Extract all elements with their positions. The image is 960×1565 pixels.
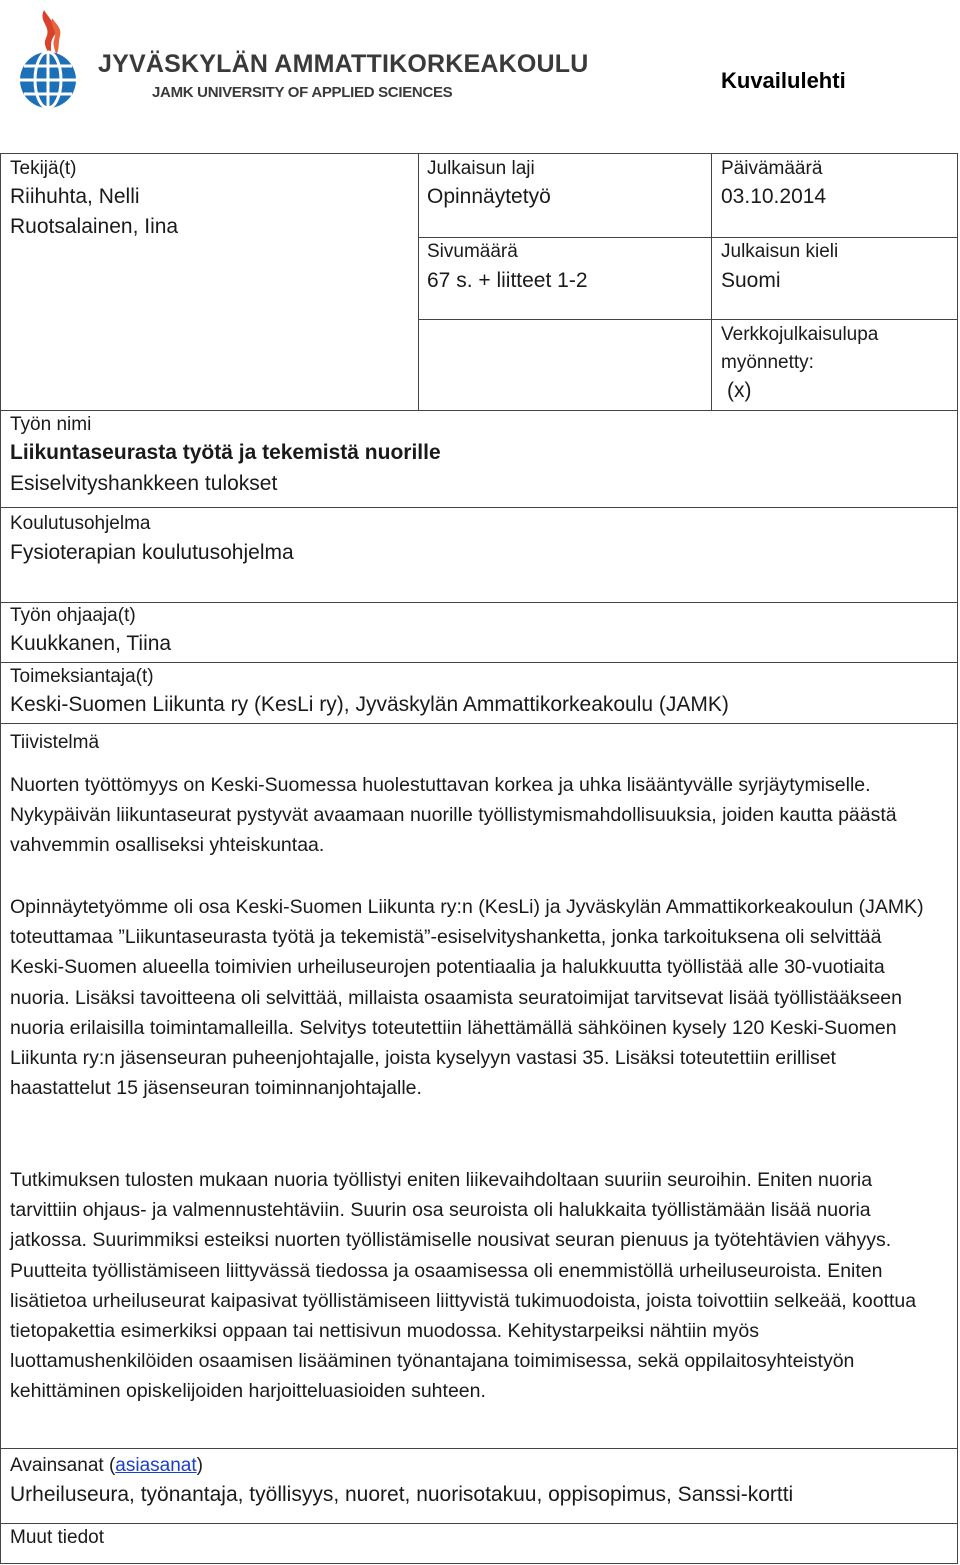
author-name-2: Ruotsalainen, Iina [10,215,179,238]
online-permit-label-2: myönnetty: [721,352,814,373]
keywords-label-suffix: ) [196,1455,203,1476]
online-permit-value: (x) [727,379,752,402]
supervisor-label: Työn ohjaaja(t) [10,605,136,626]
author-name-1: Riihuhta, Nelli [10,185,140,208]
keywords-value: Urheiluseura, työnantaja, työllisyys, nuoret, nuorisotakuu, oppisopimus, Sanssi-kortti [10,1483,794,1506]
keywords-link[interactable]: asiasanat [115,1455,197,1476]
language-value: Suomi [721,269,781,292]
program-label: Koulutusohjelma [10,513,151,534]
author-label: Tekijä(t) [10,158,77,179]
work-title: Liikuntaseurasta työtä ja tekemistä nuorille [10,441,441,464]
logo-name-fi: JYVÄSKYLÄN AMMATTIKORKEAKOULU [98,50,589,78]
commissioner-label: Toimeksiantaja(t) [10,666,154,687]
abstract-paragraph-1: Nuorten työttömyys on Keski-Suomessa huolestuttavan korkea ja uhka lisääntyvälle syrjäytymiselle. Nykypäivän liikuntaseurat pystyvät avaamaan nuorille työllistymismahdollisuuksia, joiden kautta päästä vahvemmin osalliseksi yhteiskuntaa. [10,774,897,857]
date-value: 03.10.2014 [721,185,827,208]
document-title: Kuvailulehti [721,68,846,93]
keywords-label-prefix: Avainsanat ( [10,1455,116,1476]
keywords-label [10,1455,203,1477]
publication-type-label: Julkaisun laji [427,158,535,179]
work-subtitle: Esiselvityshankkeen tulokset [10,472,278,495]
supervisor-value: Kuukkanen, Tiina [10,632,172,655]
program-value: Fysioterapian koulutusohjelma [10,541,294,564]
date-label: Päivämäärä [721,158,823,179]
language-label: Julkaisun kieli [721,241,839,262]
publication-type-value: Opinnäytetyö [427,185,551,208]
pages-label: Sivumäärä [427,241,518,262]
jamk-emblem-icon [8,8,88,112]
abstract-paragraph-2: Opinnäytetyömme oli osa Keski-Suomen Liikunta ry:n (KesLi) ja Jyväskylän Ammattikorkeakoulun (JAMK) toteuttamaa ”Liikuntaseurasta työtä ja tekemistä”-esiselvityshanketta, jonka tarkoituksena oli selvittää Keski-Suomen alueella toimivien urheiluseurojen potentiaalia ja halukkuutta työllistää alle 30-vuotiaita nuoria. Lisäksi tavoitteena oli selvittää, millaista osaamista seuratoimijat tarvitsevat lisää työllistääkseen nuoria erilaisilla toimintamalleilla. Selvitys toteutettiin lähettämällä sähköinen kysely 120 Keski-Suomen Liikunta ry:n jäsenseuran puheenjohtajalle, joista kyselyyn vastasi 35. Lisäksi toteutettiin erilliset haastattelut 15 jäsenseuran toiminnanjohtajalle. [10,896,924,1100]
online-permit-label-1: Verkkojulkaisulupa [721,324,879,345]
other-info-label: Muut tiedot [10,1527,104,1548]
logo-name-en: JAMK UNIVERSITY OF APPLIED SCIENCES [152,84,453,101]
abstract-paragraph-3: Tutkimuksen tulosten mukaan nuoria työllistyi eniten liikevaihdoltaan suuriin seuroihin. Eniten nuoria tarvittiin ohjaus- ja valmennustehtäviin. Suurin osa seuroista oli halukkaita työllistämään lisää nuoria jatkossa. Suurimmiksi esteiksi nuorten työllistämiselle nousivat seuran pienuus ja työtehtävien vähyys. Puutteita työllistämiseen liittyvässä tiedossa ja osaamisessa oli enemmistöllä urheiluseuroista. Eniten lisätietoa urheiluseurat kaipasivat työllistämiseen liittyvistä tukimuodoista, joista toivottiin selkeää, koottua tietopakettia esimerkiksi oppaan tai nettisivun muodossa. Kehitystarpeiksi nähtiin myös luottamushenkilöiden osaamisen lisääminen työnantajana toimimisessa, sekä oppilaitosyhteistyön kehittäminen opiskelijoiden harjoitteluasioiden suhteen. [10,1169,917,1403]
commissioner-value: Keski-Suomen Liikunta ry (KesLi ry), Jyväskylän Ammattikorkeakoulu (JAMK) [10,693,729,716]
pages-value: 67 s. + liitteet 1-2 [427,269,588,292]
abstract-label: Tiivistelmä [10,732,100,753]
work-name-label: Työn nimi [10,414,92,435]
jamk-logo [8,8,589,116]
